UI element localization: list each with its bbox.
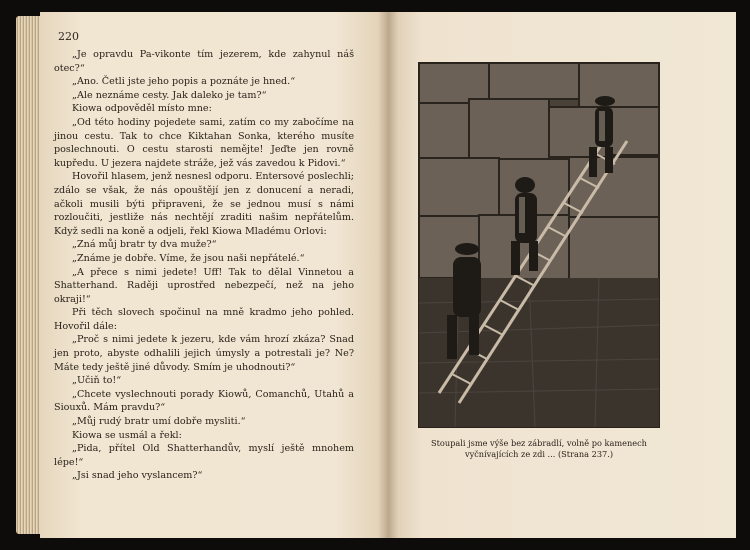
paragraph: „Zná můj bratr ty dva muže?“ [72,239,217,251]
paragraph: „Proč s nimi jedete k jezeru, kde vám hrozí zkáza? Snad jen proto, abyste odhalili jejich úmysly a potrestali je? Ne? Máte tedy ještě jiné důvody. Smím je uhodnouti?“ [54,334,354,373]
page-edges [16,16,42,534]
paragraph: Hovořil hlasem, jenž nesnesl odporu. Entersové poslechli; zdálo se však, že nás opouštějí jen z donucení a neradi, ačkoli musili býti připraveni, že se jednou musí s námi rozloučiti, jestliže nás nechtějí zraditi našim nepřátelům. Když sedli na koně a odjeli, řekl Kiowa Mladému Orlovi: [54,171,354,237]
paragraph: „Je opravdu Pa-vikonte tím jezerem, kde zahynul náš otec?“ [54,49,354,74]
paragraph: „Ale neznáme cesty. Jak daleko je tam?“ [72,89,267,101]
paragraph: „Chcete vyslechnouti porady Kiowů, Comanchů, Utahů a Siouxů. Mám pravdu?“ [54,388,354,414]
paragraph: „Můj rudý bratr umí dobře mysliti.“ [72,416,246,428]
paragraph: „Ano. Četli jste jeho popis a poznáte je hned.“ [72,76,296,88]
page-number: 220 [58,30,79,43]
paragraph: „Pida, přítel Old Shatterhandův, myslí ještě mnohem lépe!“ [54,443,354,468]
engraving [419,63,659,427]
paragraph: „Jsi snad jeho vyslancem?“ [72,470,203,482]
paragraph: Kiowa odpověděl místo mne: [72,103,212,115]
paragraph: „Učiň to!“ [72,375,122,387]
paragraph: „Známe je dobře. Víme, že jsou naši nepřátelé.“ [72,252,305,264]
paragraph: „A přece s nimi jedete! Uff! Tak to dělal Vinnetou a Shatterhand. Raději uprostřed nebezpečí, než na jeho okraji!“ [54,266,354,305]
illustration-caption: Stoupali jsme výše bez zábradlí, volně po kamenech vyčnívajících ze zdi ... (Strana 237.) [431,438,647,459]
paragraph: Při těch slovech spočinul na mně kradmo jeho pohled. Hovořil dále: [54,307,354,332]
body-text [54,48,354,483]
paragraph: Kiowa se usmál a řekl: [72,429,182,441]
illustration-climbing-ladder [418,62,660,428]
book-gutter [378,12,398,538]
paragraph: „Od této hodiny pojedete sami, zatím co my zabočíme na jinou cestu. Tak to chce Kiktahan Sonka, kterého musíte poslechnouti. O cestu starosti nemějte! Jeďte jen rovně kupředu. U jezera najdete stráže, jež vás zavedou k Pidovi.“ [54,116,354,169]
